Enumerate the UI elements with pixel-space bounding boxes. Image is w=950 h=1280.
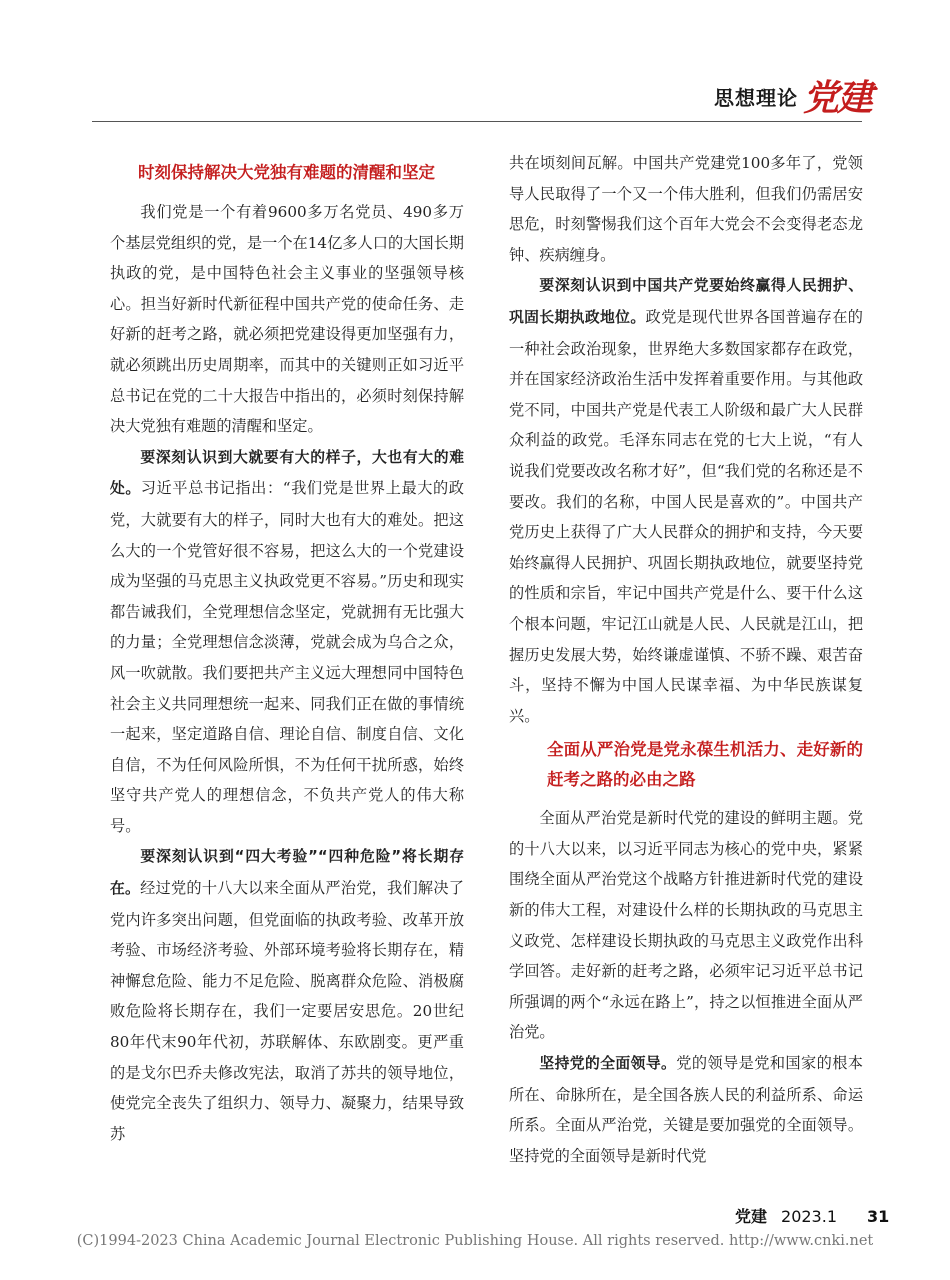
paragraph-body: 政党是现代世界各国普遍存在的一种社会政治现象，世界绝大多数国家都存在政党，并在国家经济政治生活中发挥着重要作用。与其他政党不同，中国共产党是代表工人阶级和最广大人民群众利益的政党。毛泽东同志在党的七大上说，“有人说我们党要改改名称才好”，但“我们党的名称还是不要改。我们的名称，中国人民是喜欢的”。中国共产党历史上获得了广大人民群众的拥护和支持，今天要始终赢得人民拥护、巩固长期执政地位，就要坚持党的性质和宗旨，牢记中国共产党是什么、要干什么这个根本问题，牢记江山就是人民、人民就是江山，把握历史发展大势，始终谦虚谨慎、不骄不躁、艰苦奋斗，坚持不懈为中国人民谋幸福、为中华民族谋复兴。 xyxy=(509,307,863,725)
copyright-notice: (C)1994-2023 China Academic Journal Electronic Publishing House. All rights reserved. http://www.cnki.net xyxy=(76,1233,874,1249)
brand-logo: 党建 xyxy=(803,77,872,119)
left-column xyxy=(110,148,464,1149)
paragraph-body: 经过党的十八大以来全面从严治党，我们解决了党内许多突出问题，但党面临的执政考验、改革开放考验、市场经济考验、外部环境考验将长期存在，精神懈怠危险、能力不足危险、脱离群众危险、消极腐败危险将长期存在，我们一定要居安思危。20世纪80年代末90年代初，苏联解体、东欧剧变。更严重的是戈尔巴乔夫修改宪法，取消了苏共的领导地位，使党完全丧失了组织力、领导力、凝聚力，结果导致苏 xyxy=(110,879,464,1143)
paragraph-people-support xyxy=(509,270,863,731)
issue-date: 2023.1 xyxy=(781,1207,837,1226)
paragraph-strict-governance: 全面从严治党是新时代党的建设的鲜明主题。党的十八大以来，以习近平同志为核心的党中央，紧紧围绕全面从严治党这个战略方针推进新时代党的建设新的伟大工程，对建设什么样的长期执政的马克思主义政党、怎样建设长期执政的马克思主义政党作出科学回答。走好新的赶考之路，必须牢记习近平总书记所强调的两个“永远在路上”，持之以恒推进全面从严治党。 xyxy=(509,809,863,1042)
paragraph-lead: 坚持党的全面领导。 xyxy=(539,1055,677,1073)
paragraph-big-party xyxy=(110,442,464,842)
header-divider xyxy=(92,121,862,122)
paragraph-intro: 我们党是一个有着9600多万名党员、490多万个基层党组织的党，是一个在14亿多人口的大国长期执政的党，是中国特色社会主义事业的坚强领导核心。担当好新时代新征程中国共产党的使命任务、走好新的赶考之路，就必须把党建设得更加坚强有力，就必须跳出历史周期率，而其中的关键则正如习近平总书记在党的二十大报告中指出的，必须时刻保持解决大党独有难题的清醒和坚定。 xyxy=(110,203,464,436)
paragraph-continued: 共在顷刻间瓦解。中国共产党建党100多年了，党领导人民取得了一个又一个伟大胜利，但我们仍需居安思危，时刻警惕我们这个百年大党会不会变得老态龙钟、疾病缠身。 xyxy=(509,154,863,264)
paragraph-lead: 要深刻认识到中国共产党要始终赢得人民拥护、巩固长期执政地位。 xyxy=(509,277,863,326)
paragraph-body: 习近平总书记指出：“我们党是世界上最大的政党，大就要有大的样子，同时大也有大的难处。把这么大的一个党管好很不容易，把这么大的一个党建设成为坚强的马克思主义执政党更不容易。”历史和现实都告诫我们，全党理想信念坚定，党就拥有无比强大的力量；全党理想信念淡薄，党就会成为乌合之众，风一吹就散。我们要把共产主义远大理想同中国特色社会主义共同理想统一起来、同我们正在做的事情统一起来，坚定道路自信、理论自信、制度自信、文化自信，不为任何风险所惧，不为任何干扰所惑，始终坚守共产党人的理想信念，不负共产党人的伟大称号。 xyxy=(110,479,464,835)
section-heading-1: 时刻保持解决大党独有难题的清醒和坚定 xyxy=(138,163,435,182)
paragraph-lead: 要深刻认识到大就要有大的样子，大也有大的难处。 xyxy=(110,448,464,498)
page-footer xyxy=(735,1204,889,1227)
section-title: 思想理论 xyxy=(714,86,798,110)
page-number: 31 xyxy=(867,1207,890,1226)
paragraph-body: 党的领导是党和国家的根本所在、命脉所在，是全国各族人民的利益所系、命运所系。全面从严治党，关键是要加强党的全面领导。坚持党的全面领导是新时代党 xyxy=(509,1054,863,1165)
paragraph-lead: 要深刻认识到“四大考验”“四种危险”将长期存在。 xyxy=(110,848,464,898)
footer-brand: 党建 xyxy=(735,1207,768,1226)
right-column xyxy=(509,148,863,1171)
section-heading-2: 全面从严治党是党永葆生机活力、走好新的赶考之路的必由之路 xyxy=(547,740,863,790)
paragraph-four-tests xyxy=(110,841,464,1149)
paragraph-party-leadership xyxy=(509,1048,863,1171)
